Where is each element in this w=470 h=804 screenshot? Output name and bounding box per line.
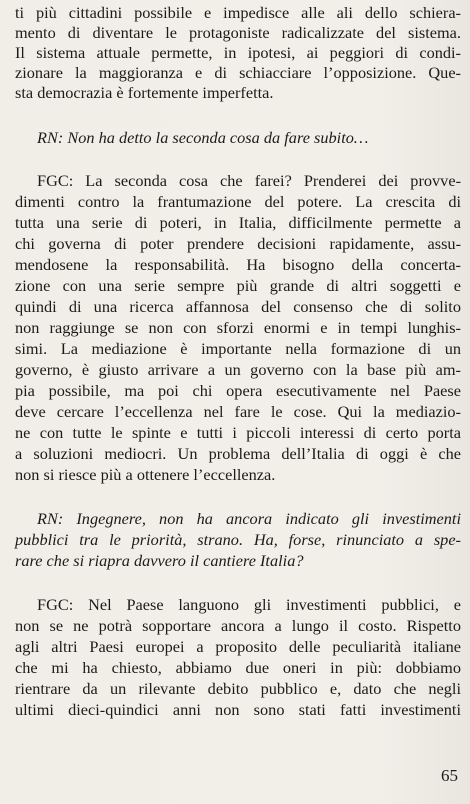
text-line: mendosene la responsabilità. Ha bisogno della concerta- (15, 255, 461, 274)
text-line: mento di diventare le protagoniste radicalizzate del sistema. (15, 23, 461, 42)
text-line: FGC: Nel Paese languono gli investimenti pubblici, e (37, 595, 461, 614)
text-line: pia possibile, ma poi chi opera esecutivamente nel Paese (15, 381, 461, 400)
text-line: governo, è giusto arrivare a un governo con la base più am- (15, 360, 461, 379)
text-line: ultimi dieci-quindici anni non sono stati fatti investimenti (15, 700, 461, 719)
text-line: dimenti contro la frantumazione del potere. La crescita di (15, 192, 461, 211)
text-line: ne con tutte le spinte e tutti i piccoli interessi di certo porta (15, 423, 461, 442)
text-line: simi. La mediazione è importante nella formazione di un (15, 339, 461, 358)
text-line: che mi ha chiesto, abbiamo due oneri in più: dobbiamo (15, 658, 461, 677)
interviewer-question: RN: Non ha detto la seconda cosa da fare subito… (37, 128, 369, 147)
text-line: zione con una serie sempre più grande di altri soggetti e (15, 276, 461, 295)
text-line: sta democrazia è fortemente imperfetta. (15, 83, 274, 102)
interviewer-question: RN: Ingegnere, non ha ancora indicato gli investimenti (37, 509, 461, 528)
text-line: quindi di una ricerca affannosa del consenso che di solito (15, 297, 461, 316)
text-line: FGC: La seconda cosa che farei? Prenderei dei provve- (37, 171, 461, 190)
interviewer-question: rare che si riapra davvero il cantiere Italia? (15, 551, 304, 570)
interviewer-question: pubblici tra le priorità, strano. Ha, forse, rinunciato a spe- (15, 530, 461, 549)
text-line: deve cercare l’eccellenza nel fare le cose. Qui la mediazio- (15, 402, 461, 421)
text-line: rientrare da un rilevante debito pubblico e, dato che negli (15, 679, 461, 698)
text-line: non se ne potrà sopportare ancora a lungo il costo. Rispetto (15, 616, 461, 635)
text-line: ti più cittadini possibile e impedisce alle ali dello schiera- (15, 3, 461, 22)
text-line: non si riesce più a ottenere l’eccellenza. (15, 465, 276, 484)
text-line: non raggiunge se non con sforzi enormi e in tempi lunghis- (15, 318, 461, 337)
text-line: zionare la maggioranza e di schiacciare l’opposizione. Que- (15, 63, 461, 82)
text-line: chi governa di poter prendere decisioni rapidamente, assu- (15, 234, 461, 253)
text-line: agli altri Paesi europei a proposito delle peculiarità italiane (15, 637, 461, 656)
text-line: Il sistema attuale permette, in ipotesi, ai peggiori di condi- (15, 43, 461, 62)
text-line: tutta una serie di poteri, in Italia, difficilmente permette a (15, 213, 461, 232)
text-line: a soluzioni mediocri. Un problema dell’Italia di oggi è che (15, 444, 461, 463)
page-number: 65 (441, 766, 458, 785)
